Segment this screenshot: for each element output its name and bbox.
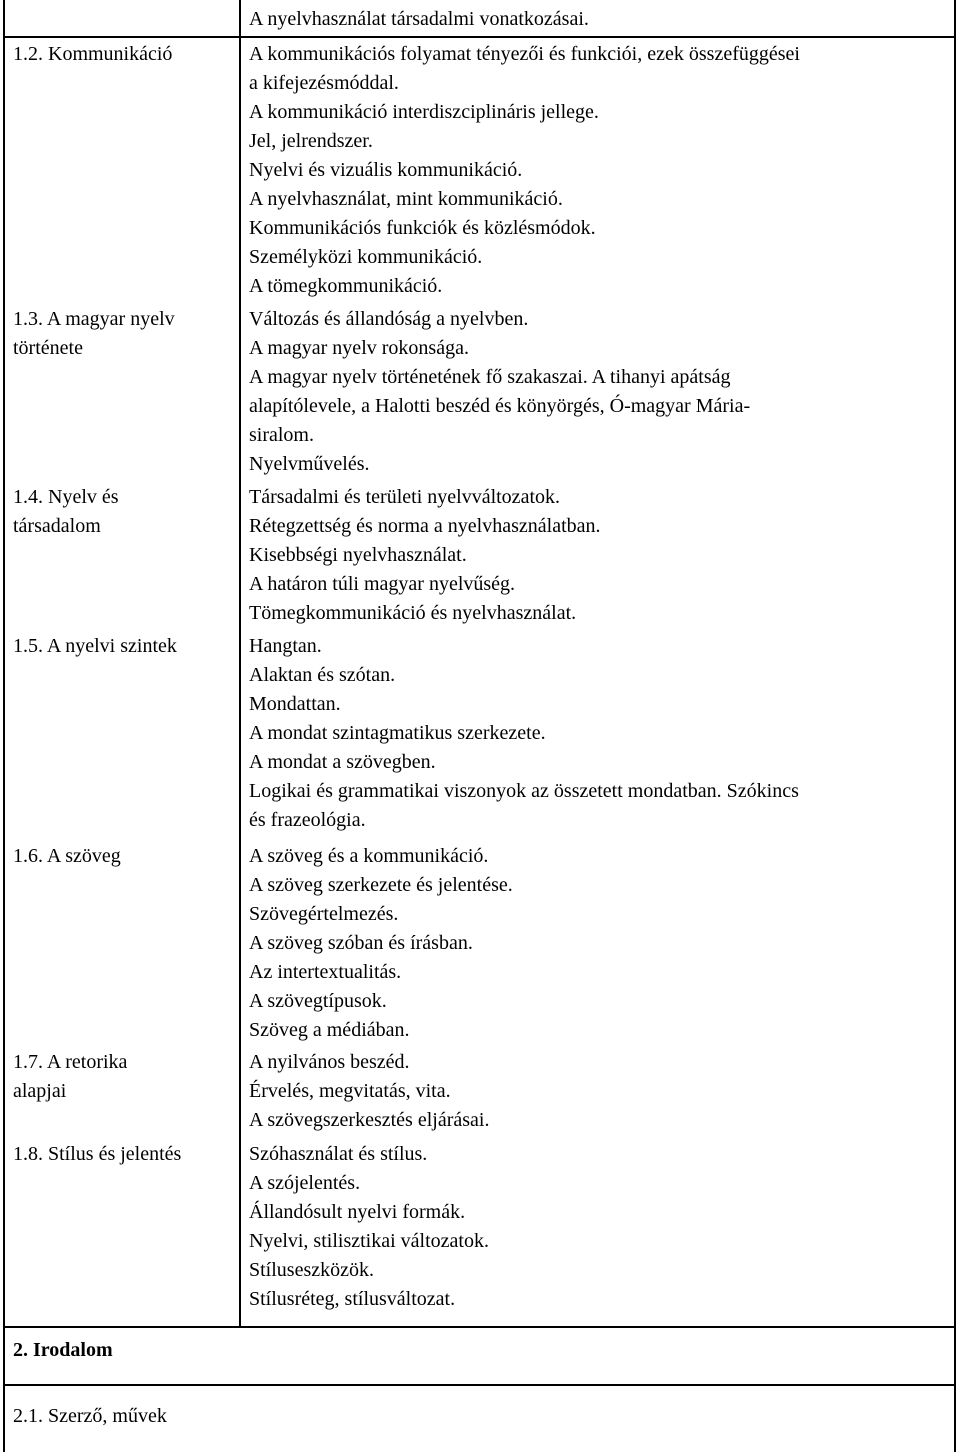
list-item: alapítólevele, a Halotti beszéd és könyörgés, Ó-magyar Mária- — [249, 395, 751, 417]
list-item: Alaktan és szótan. — [249, 664, 396, 686]
table-border-right — [954, 0, 956, 1452]
list-item: Állandósult nyelvi formák. — [249, 1201, 466, 1223]
row-2-text — [249, 305, 949, 479]
row-divider — [3, 1384, 956, 1386]
row-6-text — [249, 1048, 949, 1135]
list-item: Mondattan. — [249, 693, 341, 715]
row-5-label — [13, 842, 233, 871]
list-item: Változás és állandóság a nyelvben. — [249, 308, 529, 330]
list-item: Jel, jelrendszer. — [249, 130, 373, 152]
list-item: Kommunikációs funkciók és közlésmódok. — [249, 217, 596, 239]
list-item: A szöveg szerkezete és jelentése. — [249, 874, 513, 896]
section-label: 1.4. Nyelv és — [13, 486, 119, 508]
list-item: Stíluseszközök. — [249, 1259, 374, 1281]
section-heading: 2. Irodalom — [13, 1339, 113, 1361]
section-label: története — [13, 337, 83, 359]
list-item: Tömegkommunikáció és nyelvhasználat. — [249, 602, 577, 624]
row-divider — [3, 1326, 956, 1328]
list-item: A szöveg és a kommunikáció. — [249, 845, 489, 867]
list-item: Szöveg a médiában. — [249, 1019, 410, 1041]
row-1-label — [13, 40, 233, 69]
list-item: A magyar nyelv történetének fő szakaszai. A tihanyi apátság — [249, 366, 731, 388]
list-item: A magyar nyelv rokonsága. — [249, 337, 469, 359]
list-item: A nyelvhasználat társadalmi vonatkozásai. — [249, 8, 589, 30]
list-item: A határon túli magyar nyelvűség. — [249, 573, 516, 595]
list-item: A szöveg szóban és írásban. — [249, 932, 473, 954]
list-item: Hangtan. — [249, 635, 322, 657]
list-item: A kommunikáció interdiszciplináris jellege. — [249, 101, 599, 123]
row-3-label — [13, 483, 233, 541]
row-7-text — [249, 1140, 949, 1314]
section-label: 1.8. Stílus és jelentés — [13, 1143, 182, 1165]
list-item: siralom. — [249, 424, 314, 446]
list-item: Szövegértelmezés. — [249, 903, 399, 925]
list-item: A szójelentés. — [249, 1172, 361, 1194]
list-item: Kisebbségi nyelvhasználat. — [249, 544, 467, 566]
row-1-text — [249, 40, 949, 301]
list-item: Személyközi kommunikáció. — [249, 246, 483, 268]
list-item: Rétegzettség és norma a nyelvhasználatban. — [249, 515, 601, 537]
section-label: 1.5. A nyelvi szintek — [13, 635, 177, 657]
list-item: Nyelvi és vizuális kommunikáció. — [249, 159, 523, 181]
row-4-text — [249, 632, 949, 835]
list-item: A tömegkommunikáció. — [249, 275, 443, 297]
list-item: A mondat a szövegben. — [249, 751, 436, 773]
subsection-label: 2.1. Szerző, művek — [13, 1405, 167, 1427]
row-6-label — [13, 1048, 233, 1106]
row-divider — [3, 36, 956, 38]
list-item: és frazeológia. — [249, 809, 366, 831]
section-label: társadalom — [13, 515, 101, 537]
row-7-label — [13, 1140, 233, 1169]
list-item: A mondat szintagmatikus szerkezete. — [249, 722, 546, 744]
list-item: a kifejezésmóddal. — [249, 72, 399, 94]
row-4-label — [13, 632, 233, 661]
section-label: 1.3. A magyar nyelv — [13, 308, 175, 330]
list-item: Érvelés, megvitatás, vita. — [249, 1080, 451, 1102]
list-item: Logikai és grammatikai viszonyok az összetett mondatban. Szókincs — [249, 780, 799, 802]
list-item: A szövegtípusok. — [249, 990, 387, 1012]
section-label: alapjai — [13, 1080, 67, 1102]
section-label: 1.2. Kommunikáció — [13, 43, 173, 65]
row-0-text — [249, 5, 949, 34]
list-item: A nyelvhasználat, mint kommunikáció. — [249, 188, 563, 210]
list-item: Az intertextualitás. — [249, 961, 402, 983]
list-item: Társadalmi és területi nyelvváltozatok. — [249, 486, 560, 508]
section-label: 1.7. A retorika — [13, 1051, 128, 1073]
list-item: Nyelvi, stilisztikai változatok. — [249, 1230, 489, 1252]
list-item: Stílusréteg, stílusváltozat. — [249, 1288, 456, 1310]
row-3-text — [249, 483, 949, 628]
list-item: A nyilvános beszéd. — [249, 1051, 410, 1073]
column-divider — [239, 0, 241, 1327]
row-2-label — [13, 305, 233, 363]
row-5-text — [249, 842, 949, 1045]
list-item: Nyelvművelés. — [249, 453, 370, 475]
list-item: Szóhasználat és stílus. — [249, 1143, 428, 1165]
list-item: A szövegszerkesztés eljárásai. — [249, 1109, 490, 1131]
table-border-left — [3, 0, 5, 1452]
list-item: A kommunikációs folyamat tényezői és funkciói, ezek összefüggései — [249, 43, 800, 65]
section-label: 1.6. A szöveg — [13, 845, 121, 867]
